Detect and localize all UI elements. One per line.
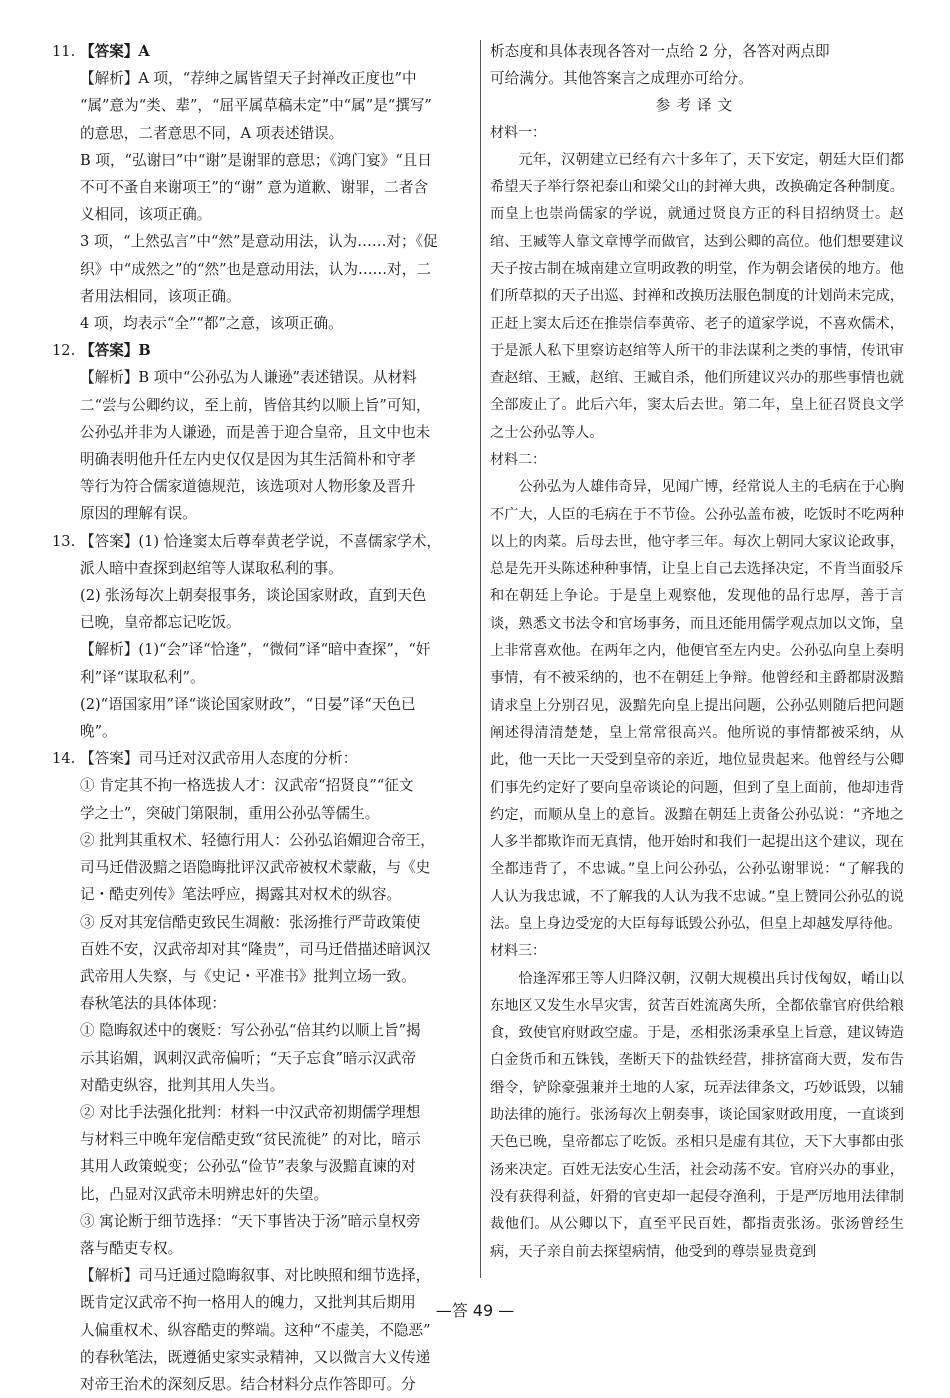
text-line: 对帝王治术的深刻反思。结合材料分点作答即可。分 xyxy=(80,1375,416,1393)
text-line: 百姓不安，汉武帝却对其“隆贵”，司马迁借描述暗讽汉 xyxy=(80,940,431,958)
text-line: 义相同，该项正确。 xyxy=(80,206,212,224)
question-number: 12. xyxy=(52,342,76,360)
text-line: 已晚，皇帝都忘记吃饭。 xyxy=(80,614,241,632)
answer-line: 【答案】司马迁对汉武帝用人态度的分析： xyxy=(80,750,358,768)
text-line: 既肯定汉武帝不拘一格用人的魄力，又批判其后期用 xyxy=(80,1294,416,1312)
text-line: 【解析】A 项，“荐绅之属皆望天子封禅改正度也”中 xyxy=(80,70,417,88)
text-line: 明确表明他升任左内史仅仅是因为其生活简朴和守孝 xyxy=(80,451,416,469)
text-line: 织》中“成然之”的“然”也是意动用法，认为……对，二 xyxy=(80,260,431,278)
question-number: 13. xyxy=(52,532,76,550)
text-line: 记・酷吏列传》笔法呼应，揭露其对权术的纵容。 xyxy=(80,886,402,904)
text-line: 的意思，二者意思不同，A 项表述错误。 xyxy=(80,124,344,142)
analysis-lines xyxy=(52,555,470,745)
text-line: (2) 张汤每次上朝奏报事务，谈论国家财政，直到天色 xyxy=(80,587,427,605)
text-line: 的春秋笔法，既遵循史家实录精神，又以微言大义传递 xyxy=(80,1348,431,1366)
material-1-text: 元年，汉朝建立已经有六十多年了，天下安定，朝廷大臣们都希望天子举行祭祀泰山和梁父山的封禅大典，改换确定各种制度。而皇上也崇尚儒家的学说，就通过贤良方正的科目招纳贤士。赵绾、王臧等人靠文章博学而做官，达到公卿的高位。他们想要建议天子按古制在城南建立宣明政教的明堂，作为朝会诸侯的地方。他们所草拟的天子出巡、封禅和改换历法服色制度的计划尚未完成，正赶上窦太后还在推崇信奉黄帝、老子的道家学说，不喜欢儒术，于是派人私下里察访赵绾等人所干的非法谋利之类的事情，传讯审查赵绾、王臧，赵绾、王臧自杀，他们所建议兴办的那些事情也就全部废止了。此后六年，窦太后去世。第二年，皇上征召贤良文学之士公孙弘等人。 xyxy=(490,151,904,441)
material-2-text: 公孙弘为人雄伟奇异，见闻广博，经常说人主的毛病在于心胸不广大，人臣的毛病在于不节俭。公孙弘盖布被，吃饭时不吃两种以上的肉菜。后母去世，他守孝三年。每次上朝同大家议论政事，总是先开头陈述种种事情，让皇上自己去选择决定，不肯当面驳斥和在朝廷上争论。于是皇上观察他，发现他的品行忠厚，善于言谈，熟悉文书法令和官场事务，而且还能用儒学观点加以文饰，皇上非常喜欢他。在两年之内，他便官至左内史。公孙弘向皇上奏明事情，有不被采纳的，也不在朝廷上争辩。他曾经和主爵都尉汲黯请求皇上分别召见，汲黯先向皇上提出问题，公孙弘则随后把问题阐述得清清楚楚，皇上常常很高兴。他所说的事情都被采纳，从此，他一天比一天受到皇帝的亲近，地位显贵起来。他曾经与公卿们事先约定好了要向皇帝谈论的问题，但到了皇上面前，他却违背约定，而顺从皇上的意旨。汲黯在朝廷上责备公孙弘说：“齐地之人多半都欺诈而无真情，他开始时和我们一起提出这个建议，现在全都违背了，不忠诚。”皇上问公孙弘，公孙弘谢罪说：“了解我的人认为我忠诚，不了解我的人认为我不忠诚。”皇上赞同公孙弘的说法。皇上身边受宠的大臣每每诋毁公孙弘，但皇上却越发厚待他。 xyxy=(490,479,904,933)
question-12 xyxy=(52,337,470,527)
text-line: 【解析】司马迁通过隐晦叙事、对比映照和细节选择， xyxy=(80,1267,431,1285)
answer-label: 【答案】B xyxy=(80,342,151,360)
text-line: 比，凸显对汉武帝未明辨忠奸的失望。 xyxy=(80,1185,329,1203)
text-line: 者用法相同，该项正确。 xyxy=(80,287,241,305)
text-line: ③ 寓论断于细节选择：“天下事皆决于汤”暗示皇权旁 xyxy=(80,1212,421,1230)
material-3-label: 材料三： xyxy=(490,943,546,960)
text-line: 【解析】(1)“会”译“恰逢”，“微伺”译“暗中查探”，“奸 xyxy=(80,641,431,659)
question-number: 11. xyxy=(52,43,76,60)
analysis-lines xyxy=(52,65,470,337)
text-line: 对酷吏纵容，批判其用人失当。 xyxy=(80,1076,285,1094)
text-line: 析态度和具体表现各答对一点给 2 分，各答对两点即 xyxy=(490,43,830,60)
text-line: 武帝用人失察，与《史记・平准书》批判立场一致。 xyxy=(80,967,416,985)
text-line: ③ 反对其宠信酷吏致民生凋敝：张汤推行严苛政策使 xyxy=(80,913,421,931)
text-line: 可给满分。其他答案言之成理亦可给分。 xyxy=(490,70,753,88)
text-line: 晚”。 xyxy=(80,723,117,741)
text-line: 落与酷吏专权。 xyxy=(80,1239,183,1257)
text-line: “属”意为“类、辈”，“屈平属草稿未定”中“属”是“撰写” xyxy=(80,97,432,115)
translation-heading: 参考译文 xyxy=(655,97,739,115)
question-number: 14. xyxy=(52,750,76,768)
text-line: 利”译“谋取私利”。 xyxy=(80,668,205,686)
scoring-note xyxy=(490,38,904,92)
page-number: —答 49 — xyxy=(435,1301,515,1320)
text-line: 司马迁借汲黯之语隐晦批评汉武帝被权术蒙蔽，与《史 xyxy=(80,859,431,877)
material-2-label: 材料二： xyxy=(490,452,546,469)
text-line: ② 批判其重权术、轻德行用人：公孙弘谄媚迎合帝王， xyxy=(80,831,435,849)
material-3-text: 恰逢浑邪王等人归降汉朝，汉朝大规模出兵讨伐匈奴，崤山以东地区又发生水旱灾害，贫苦百姓流离失所，全都依靠官府供给粮食，致使官府财政空虚。于是，丞相张汤秉承皇上旨意，建议铸造白金货币和五铢钱，垄断天下的盐铁经营，排挤富商大贾，发布告缗令，铲除豪强兼并土地的人家，玩弄法律条文，巧妙诋毁，以辅助法律的施行。张汤每次上朝奏事，谈论国家财政用度，一直谈到天色已晚，皇帝都忘了吃饭。丞相只是虚有其位，天下大事都由张汤来决定。百姓无法安心生活，社会动荡不安。官府兴办的事业，没有获得利益，奸猾的官吏却一起侵夺渔利，于是严厉地用法律制裁他们。从公卿以下，直至平民百姓，都指责张汤。张汤曾经生病，天子亲自前去探望病情，他受到的尊崇显贵竟到 xyxy=(490,970,904,1260)
left-column xyxy=(52,38,470,1398)
text-line: 学之士”，突破门第限制，重用公孙弘等儒生。 xyxy=(80,804,380,822)
question-11 xyxy=(52,38,470,337)
text-line: ① 隐晦叙述中的褒贬：写公孙弘“倍其约以顺上旨”揭 xyxy=(80,1022,421,1040)
text-line: B 项，“弘谢曰”中“谢”是谢罪的意思；《鸿门宴》“且日 xyxy=(80,151,432,169)
column-divider xyxy=(480,40,481,1278)
text-line: 人偏重权术、纵容酷吏的弊端。这种“不虚美，不隐恶” xyxy=(80,1321,431,1339)
analysis-lines xyxy=(52,364,470,527)
material-1-label: 材料一： xyxy=(490,124,546,141)
text-line: 派人暗中查探到赵绾等人谋取私利的事。 xyxy=(80,559,343,577)
text-line: 其用人政策蜕变；公孙弘“俭节”表象与汲黯直谏的对 xyxy=(80,1158,416,1176)
text-line: 不可不蚤自来谢项王”的“谢” 意为道歉、谢罪，二者含 xyxy=(80,179,429,197)
right-column xyxy=(490,38,904,1266)
text-line: 公孙弘并非为人谦逊，而是善于迎合皇帝，且文中也未 xyxy=(80,423,431,441)
text-line: 原因的理解有误。 xyxy=(80,505,197,523)
text-line: 与材料三中晚年宠信酷吏致“贫民流徙” 的对比，暗示 xyxy=(80,1131,421,1149)
text-line: 3 项，“上然弘言”中“然”是意动用法，认为……对；《促 xyxy=(80,233,438,251)
text-line: 【解析】B 项中“公孙弘为人谦逊”表述错误。从材料 xyxy=(80,369,417,387)
answer-line: 【答案】(1) 恰逢窦太后尊奉黄老学说，不喜儒家学术， xyxy=(80,532,441,550)
text-line: 示其谄媚，讽刺汉武帝偏听；“天子忘食”暗示汉武帝 xyxy=(80,1049,416,1067)
text-line: 4 项，均表示“全”“都”之意，该项正确。 xyxy=(80,315,343,333)
text-line: ② 对比手法强化批判：材料一中汉武帝初期儒学理想 xyxy=(80,1103,421,1121)
text-line: 等行为符合儒家道德规范，该选项对人物形象及晋升 xyxy=(80,478,416,496)
text-line: 春秋笔法的具体体现： xyxy=(80,995,226,1013)
text-line: (2)“语国家用”译“谈论国家财政”，“日晏”译“天色已 xyxy=(80,695,416,713)
answer-label: 【答案】A xyxy=(80,43,150,60)
question-13 xyxy=(52,528,470,746)
text-line: 二“尝与公卿约议，至上前，皆倍其约以顺上旨”可知， xyxy=(80,396,431,414)
text-line: ① 肯定其不拘一格选拔人才：汉武帝“招贤良”“征文 xyxy=(80,777,414,795)
